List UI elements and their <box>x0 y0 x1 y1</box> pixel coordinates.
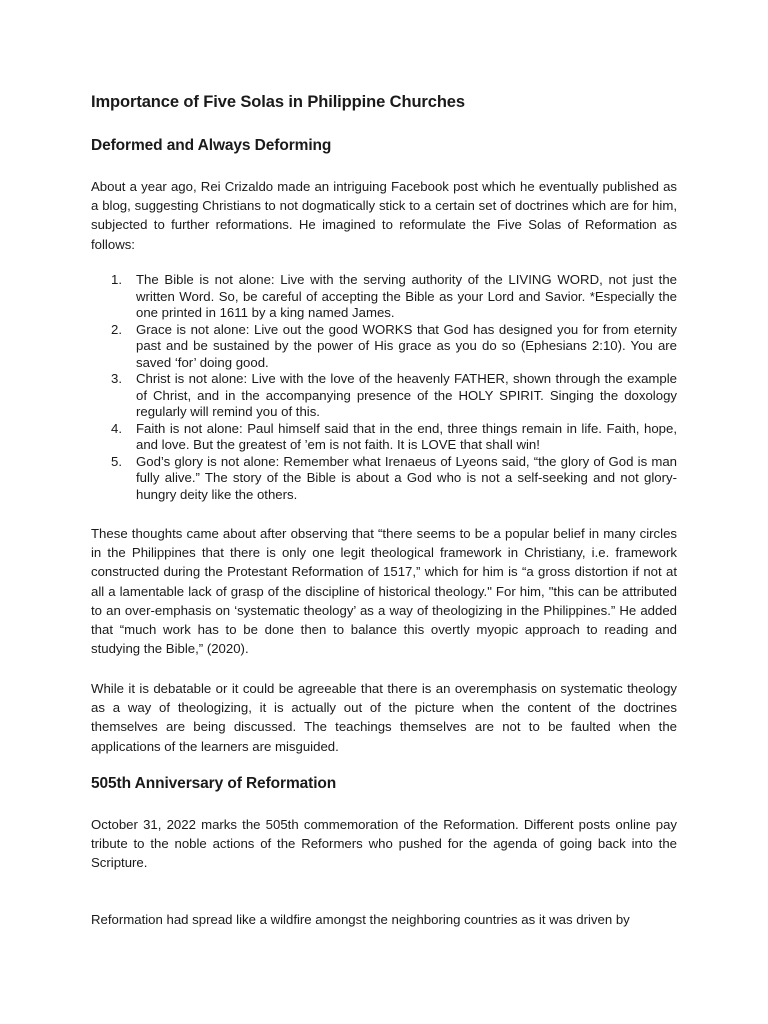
list-item <box>91 454 677 504</box>
list-item-text: Faith is not alone: Paul himself said that in the end, three things remain in life. Faith, hope, and love. But the greatest of ’em is not faith. It is LOVE that shall win! <box>136 420 677 452</box>
list-item <box>91 371 677 421</box>
wildfire-paragraph: Reformation had spread like a wildfire amongst the neighboring countries as it was driven by <box>91 912 630 927</box>
list-item <box>91 272 677 322</box>
list-number: 2. <box>111 321 122 337</box>
list-item <box>91 322 677 372</box>
list-number: 3. <box>111 371 122 386</box>
five-solas-list <box>91 272 677 503</box>
list-item-text: Christ is not alone: Live with the love of the heavenly FATHER, shown through the example of Christ, and in the accompanying presence of the HOLY SPIRIT. Singing the doxology regularly will remind you of this. <box>136 371 677 419</box>
debate-paragraph: While it is debatable or it could be agreeable that there is an overemphasis on systematic theology as a way of theologizing, it is actually out of the picture when the content of the doctrines themselves are being discussed. The teachings themselves are not to be faulted when the applications of the learners are misguided. <box>91 681 677 754</box>
anniversary-paragraph: October 31, 2022 marks the 505th commemoration of the Reformation. Different posts online pay tribute to the noble actions of the Reformers who pushed for the agenda of going back into the Scripture. <box>91 817 677 871</box>
section-heading-deformed: Deformed and Always Deforming <box>91 137 332 154</box>
list-item-text: The Bible is not alone: Live with the serving authority of the LIVING WORD, not just the written Word. So, be careful of accepting the Bible as your Lord and Savior. *Especially the one printed in 1611 by a king named James. <box>136 272 677 320</box>
list-item-text: Grace is not alone: Live out the good WORKS that God has designed you for from eternity past and be sustained by the power of His grace as you do so (Ephesians 2:10). You are saved ‘for’ doing good. <box>136 321 677 370</box>
list-item-text: God’s glory is not alone: Remember what Irenaeus of Lyeons said, “the glory of God is man fully alive.” The story of the Bible is about a God who is not a self-seeking and not glory-hungry deity like the others. <box>136 453 677 502</box>
document-title: Importance of Five Solas in Philippine Churches <box>91 93 465 111</box>
list-number: 4. <box>111 420 122 436</box>
list-item <box>91 421 677 454</box>
section-heading-anniversary: 505th Anniversary of Reformation <box>91 775 337 792</box>
list-number: 5. <box>111 453 122 469</box>
list-number: 1. <box>111 272 122 287</box>
intro-paragraph: About a year ago, Rei Crizaldo made an intriguing Facebook post which he eventually published as a blog, suggesting Christians to not dogmatically stick to a certain set of doctrines which are for him, subjected to further reformations. He imagined to reformulate the Five Solas of Reformation as follows: <box>91 179 677 252</box>
observation-paragraph: These thoughts came about after observing that “there seems to be a popular belief in many circles in the Philippines that there is only one legit theological framework in Christiany, i.e. framework constructed during the Protestant Reformation of 1517,” which for him is “a gross distortion if not at all a lamentable lack of grasp of the discipline of historical theology." For him, "this can be attributed to an over-emphasis on ‘systematic theology’ as a way of theologizing in the Philippines.” He added that “much work has to be done then to balance this overtly myopic approach to reading and studying the Bible,” (2020). <box>91 526 677 657</box>
